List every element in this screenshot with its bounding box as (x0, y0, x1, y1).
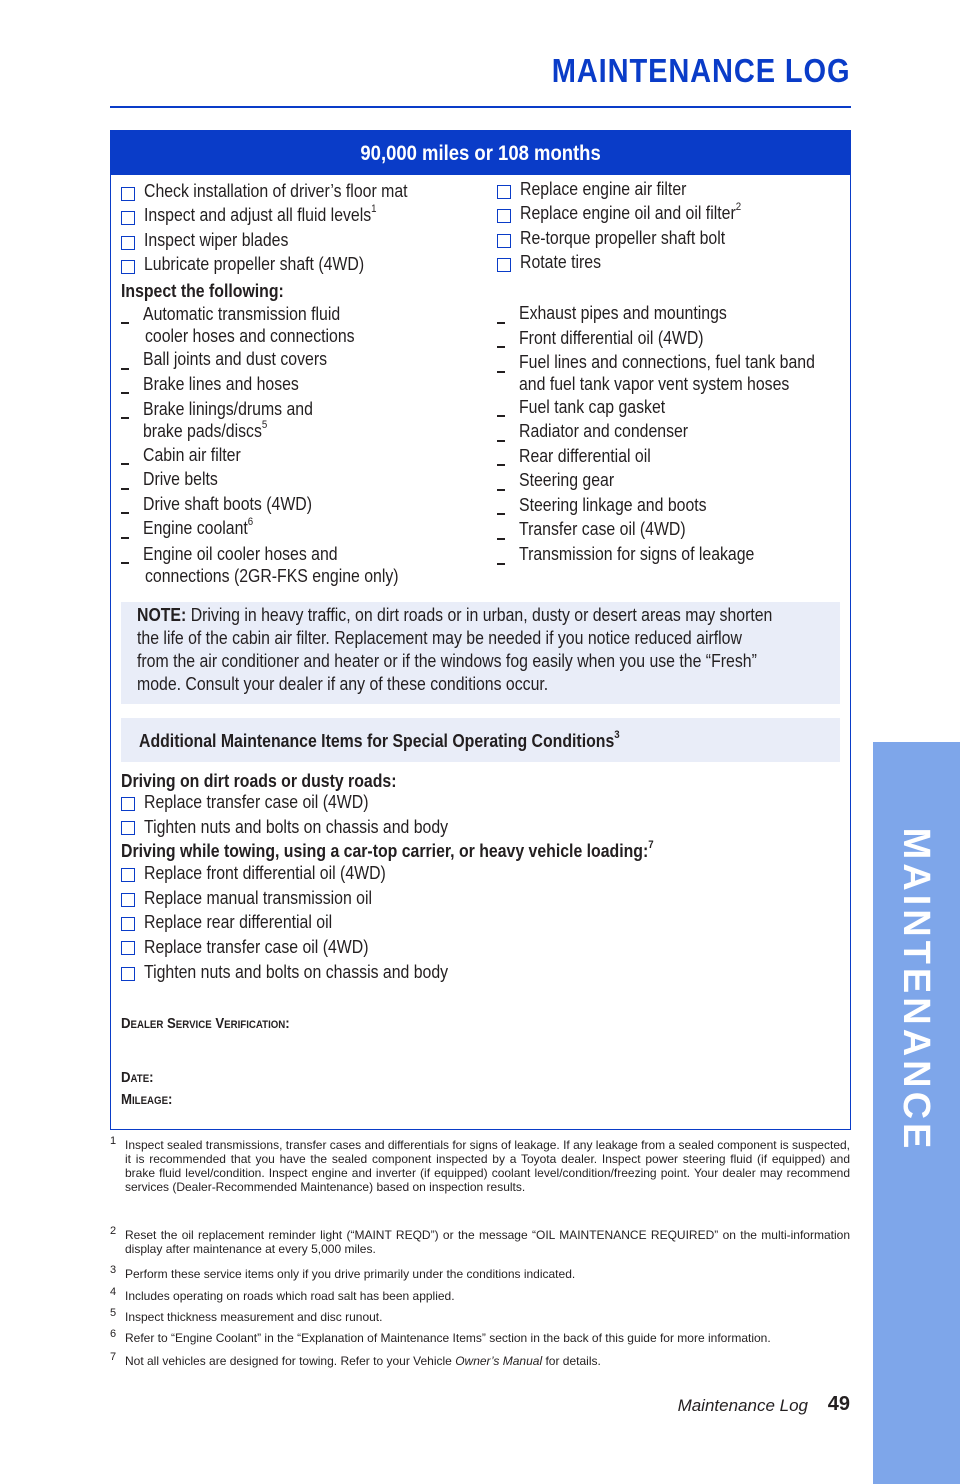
dealer-verification-label: Dealer Service Verification: (121, 1015, 290, 1032)
inspect-item: Drive belts (143, 469, 218, 489)
checklist-item: Inspect wiper blades (144, 230, 289, 250)
checklist-item: Tighten nuts and bolts on chassis and body (144, 817, 449, 837)
inspect-item: Cabin air filter (143, 445, 241, 465)
note-box (121, 602, 840, 704)
checklist-item: Replace transfer case oil (4WD) (144, 792, 369, 812)
checkbox[interactable] (121, 797, 135, 811)
dash-marker (497, 563, 505, 565)
checkbox[interactable] (497, 234, 511, 248)
checklist-item: Replace manual transmission oil (144, 888, 373, 908)
page-number: 49 (827, 1393, 850, 1415)
checkbox[interactable] (121, 967, 135, 981)
checklist-item: Replace front differential oil (4WD) (144, 863, 386, 883)
towing-heading: Driving while towing, using a car-top carrier, or heavy vehicle loading:$^7$ (121, 839, 654, 861)
dash-marker (497, 346, 505, 348)
checklist-item: Re-torque propeller shaft bolt (520, 228, 726, 248)
dash-marker (121, 463, 129, 465)
checkbox[interactable] (121, 260, 135, 274)
checkbox[interactable] (121, 236, 135, 250)
inspect-heading: Inspect the following: (121, 281, 284, 301)
interval-header (111, 131, 850, 175)
page-title: MAINTENANCE LOG (551, 52, 850, 89)
dash-marker (121, 322, 129, 324)
dash-marker (497, 440, 505, 442)
checkbox[interactable] (497, 185, 511, 199)
checkbox[interactable] (121, 941, 135, 955)
maintenance-interval-box (110, 130, 851, 1130)
checklist-item: Rotate tires (520, 252, 602, 272)
footnote-5: 5 Inspect thickness measurement and disc runout. (110, 1307, 383, 1324)
checkbox[interactable] (121, 187, 135, 201)
inspect-item: Engine oil cooler hoses and connections (2GR-FKS engine only) (143, 544, 399, 586)
checkbox[interactable] (497, 258, 511, 272)
checklist-item: Tighten nuts and bolts on chassis and body (144, 962, 449, 982)
footnote-2: 2 Reset the oil replacement reminder light (“MAINT REQD”) or the message “OIL MAINTENANCE REQUIRED” on the multi-information display after maintenance at every 5,000 miles. (110, 1225, 850, 1256)
inspect-item: Radiator and condenser (519, 421, 689, 441)
inspect-item: Brake linings/drums and brake pads/discs$^5$ (143, 399, 313, 441)
dash-marker (121, 488, 129, 490)
dash-marker (121, 368, 129, 370)
footnote-6: 6 Refer to “Engine Coolant” in the “Explanation of Maintenance Items” section in the back of this guide for more information. (110, 1328, 771, 1345)
additional-items-box (121, 718, 840, 762)
date-label: Date: (121, 1069, 154, 1086)
checklist-item: Replace transfer case oil (4WD) (144, 937, 369, 957)
inspect-item: Front differential oil (4WD) (519, 328, 704, 348)
inspect-item: Rear differential oil (519, 446, 651, 466)
checkbox[interactable] (121, 893, 135, 907)
inspect-item: Transfer case oil (4WD) (519, 519, 686, 539)
checklist-item: Replace engine oil and oil filter$^2$ (520, 201, 742, 223)
inspect-item: Brake lines and hoses (143, 374, 299, 394)
dash-marker (497, 489, 505, 491)
note-text: NOTE: Driving in heavy traffic, on dirt roads or in urban, dusty or desert areas may shorten the life of the cabin air filter. Replacement may be needed if you notice reduced airflow from the air conditioner and heater or if the windows fog easily when you use the “Fresh” mode. Consult your dealer if any of these conditions occur. (137, 605, 773, 694)
inspect-item: Engine coolant$^6$ (143, 516, 254, 538)
checklist-item: Inspect and adjust all fluid levels$^1$ (144, 203, 377, 225)
checklist-item: Replace engine air filter (520, 179, 687, 199)
dash-marker (121, 392, 129, 394)
dash-marker (121, 562, 129, 564)
dash-marker (497, 415, 505, 417)
inspect-item: Fuel lines and connections, fuel tank band and fuel tank vapor vent system hoses (519, 352, 815, 394)
inspect-item: Exhaust pipes and mountings (519, 303, 727, 323)
inspect-item: Steering gear (519, 470, 615, 490)
checklist-item: Check installation of driver’s floor mat (144, 181, 408, 201)
inspect-item: Fuel tank cap gasket (519, 397, 666, 417)
footnote-7: 7 Not all vehicles are designed for towing. Refer to your Vehicle Owner’s Manual for details. (110, 1351, 601, 1368)
checklist-item: Replace rear differential oil (144, 912, 333, 932)
dash-marker (497, 513, 505, 515)
dash-marker (121, 417, 129, 419)
footnote-3: 3 Perform these service items only if you drive primarily under the conditions indicated. (110, 1264, 576, 1281)
dash-marker (121, 512, 129, 514)
footnote-1: 1 Inspect sealed transmissions, transfer cases and differentials for signs of leakage. If any leakage from a sealed component is suspected, it is recommended that you have the sealed component inspected by a Toyota dealer. Inspect power steering fluid (if equipped) and brake fluid level/condition. Inspect engine and inverter (if equipped) coolant level/condition/freezing point. Your dealer may recommend services (Dealer-Recommended Maintenance) based on inspection results. (110, 1135, 850, 1194)
checklist-item: Lubricate propeller shaft (4WD) (144, 254, 365, 274)
dash-marker (497, 538, 505, 540)
dash-marker (497, 371, 505, 373)
title-rule (110, 106, 851, 108)
inspect-item: Automatic transmission fluid cooler hoses and connections (143, 304, 355, 346)
inspect-item: Drive shaft boots (4WD) (143, 494, 313, 514)
mileage-label: Mileage: (121, 1091, 173, 1108)
inspect-item: Ball joints and dust covers (143, 349, 328, 369)
checkbox[interactable] (121, 211, 135, 225)
checkbox[interactable] (121, 917, 135, 931)
dirt-roads-heading: Driving on dirt roads or dusty roads: (121, 771, 397, 791)
footer-section-label: Maintenance Log (677, 1396, 808, 1415)
checkbox[interactable] (121, 821, 135, 835)
footnote-4: 4 Includes operating on roads which road salt has been applied. (110, 1286, 455, 1303)
dash-marker (121, 537, 129, 539)
dash-marker (497, 322, 505, 324)
interval-header-text: 90,000 miles or 108 months (360, 142, 601, 165)
checkbox[interactable] (497, 209, 511, 223)
additional-heading: Additional Maintenance Items for Special Operating Conditions$^3$ (139, 729, 620, 751)
inspect-item: Steering linkage and boots (519, 495, 707, 515)
checkbox[interactable] (121, 868, 135, 882)
inspect-item: Transmission for signs of leakage (519, 544, 755, 564)
section-tab-label: MAINTENANCE (895, 827, 937, 1153)
dash-marker (497, 464, 505, 466)
